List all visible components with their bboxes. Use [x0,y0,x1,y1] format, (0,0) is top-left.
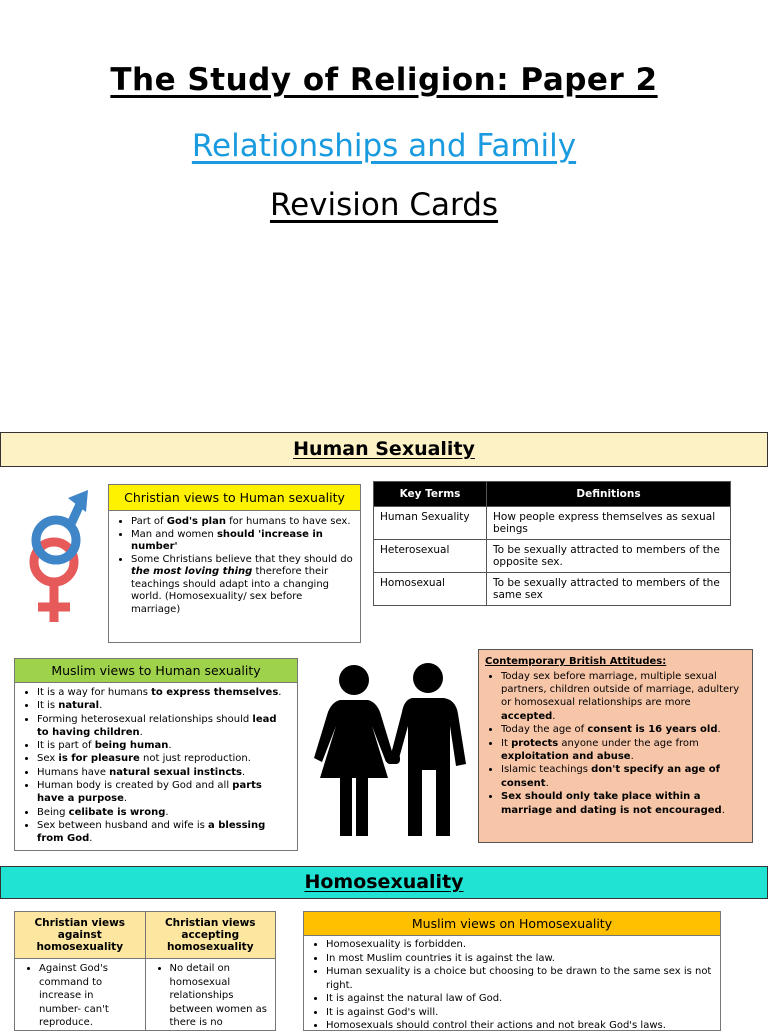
list-item: • Islamic teachings don't specify an age of consent. [501,763,746,790]
list-item: • Human sexuality is a choice but choosing to be drawn to the same sex is not right. [326,965,714,992]
christian-homosexuality-card [14,911,276,1031]
list-item: • Forming heterosexual relationships should lead to having children. [37,713,291,740]
christian-against-list [15,959,145,1032]
human-sexuality-band [0,432,768,467]
muslim-sexuality-card [14,658,298,851]
gender-symbols-icon [22,482,92,632]
christian-sexuality-card-title: Christian views to Human sexuality [109,485,360,511]
muslim-homosexuality-card [303,911,721,1031]
list-item: • Human body is created by God and all parts have a purpose. [37,779,291,806]
term-cell: Human Sexuality [374,507,487,540]
human-sexuality-heading: Human Sexuality [293,438,475,460]
list-item: • Sex should only take place within a marriage and dating is not encouraged. [501,790,746,817]
list-item: • Being celibate is wrong. [37,806,291,819]
muslim-sexuality-list [15,683,297,848]
christian-accepting-column [146,912,276,1030]
list-item: • Today the age of consent is 16 years old. [501,723,746,736]
topic-title: Relationships and Family [191,128,577,164]
christian-sexuality-card [108,484,361,643]
list-item: • Today sex before marriage, multiple sexual partners, children outside of marriage, adultery or homosexual relationships are more accepted. [501,670,746,724]
table-row [374,507,731,540]
homosexuality-heading: Homosexuality [304,871,464,893]
muslim-homosexuality-list [304,936,720,1035]
definitions-header: Definitions [487,482,731,507]
term-cell: Heterosexual [374,540,487,573]
list-item: • Some Christians believe that they should do the most loving thing therefore their teachings should adapt into a changing world. (Homosexuality/ sex before marriage) [131,554,354,617]
cards-title: Revision Cards [269,187,499,223]
list-item: • Homosexuals should control their actions and not break God's laws. [326,1019,714,1033]
list-item: • Sex between husband and wife is a blessing from God. [37,819,291,846]
christian-accepting-list [146,959,276,1032]
list-item: • No detail on homosexual relationships between women as there is no [170,962,270,1030]
list-item: • Humans have natural sexual instincts. [37,766,291,779]
christian-accepting-title: Christian views accepting homosexuality [146,912,276,959]
list-item: • Part of God's plan for humans to have sex. [131,516,354,529]
british-attitudes-title: Contemporary British Attitudes: [485,656,667,667]
definition-cell: How people express themselves as sexual beings [487,507,731,540]
christian-sexuality-list [109,511,360,618]
list-item: • It is against the natural law of God. [326,992,714,1006]
muslim-sexuality-card-title: Muslim views to Human sexuality [15,659,297,683]
key-terms-header: Key Terms [374,482,487,507]
definition-cell: To be sexually attracted to members of the opposite sex. [487,540,731,573]
key-terms-table [373,481,731,606]
term-cell: Homosexual [374,573,487,606]
british-attitudes-list [479,669,752,819]
list-item: • It is part of being human. [37,739,291,752]
list-item: • Homosexuality is forbidden. [326,938,714,952]
list-item: • It protects anyone under the age from exploitation and abuse. [501,737,746,764]
homosexuality-band [0,866,768,899]
page-title: The Study of Religion: Paper 2 [110,62,658,98]
table-header-row [374,482,731,507]
christian-against-title: Christian views against homosexuality [15,912,145,959]
list-item: • Against God's command to increase in number- can't reproduce. [39,962,139,1030]
christian-against-column [15,912,146,1030]
list-item: • It is natural. [37,699,291,712]
definition-cell: To be sexually attracted to members of the same sex [487,573,731,606]
list-item: • Man and women should 'increase in number' [131,529,354,554]
table-row [374,540,731,573]
table-row [374,573,731,606]
list-item: • Sex is for pleasure not just reproduction. [37,752,291,765]
couple-icon [310,660,470,840]
british-attitudes-card [478,649,753,843]
muslim-homosexuality-title: Muslim views on Homosexuality [304,912,720,936]
list-item: • It is against God's will. [326,1006,714,1020]
list-item: • In most Muslim countries it is against the law. [326,952,714,966]
list-item: • It is a way for humans to express themselves. [37,686,291,699]
